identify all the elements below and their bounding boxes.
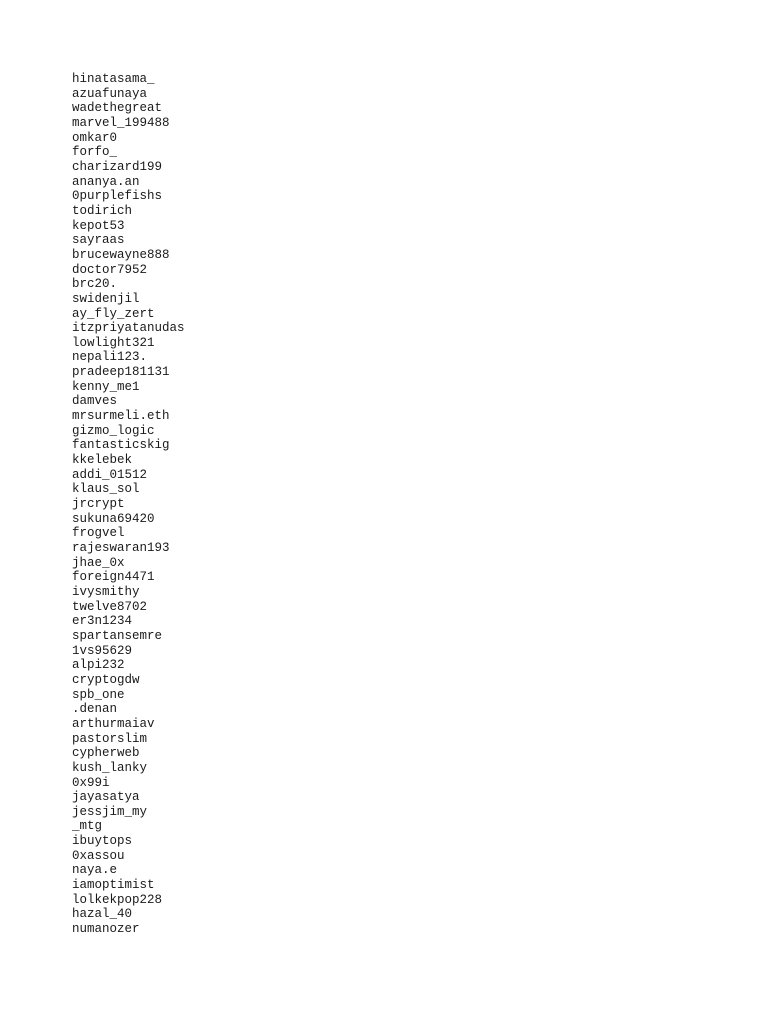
username-line: iamoptimist — [72, 878, 155, 893]
username-line: ananya.an — [72, 174, 140, 189]
username-line: azuafunaya — [72, 86, 148, 101]
username-line: frogvel — [72, 526, 125, 541]
username-line: jrcrypt — [72, 497, 125, 512]
username-line: spartansemre — [72, 628, 163, 643]
username-line: lolkekpop228 — [72, 892, 163, 907]
username-line: alpi232 — [72, 658, 125, 673]
username-line: 0purplefishs — [72, 189, 163, 204]
username-line: foreign4471 — [72, 570, 155, 585]
username-line: ivysmithy — [72, 584, 140, 599]
username-line: 0x99i — [72, 775, 110, 790]
username-line: nepali123. — [72, 350, 148, 365]
username-line: twelve8702 — [72, 599, 148, 614]
username-line: cryptogdw — [72, 672, 140, 687]
username-line: ay_fly_zert — [72, 306, 155, 321]
username-line: forfo_ — [72, 145, 118, 160]
username-line: wadethegreat — [72, 101, 163, 116]
username-line: sukuna69420 — [72, 511, 155, 526]
username-line: hinatasama_ — [72, 72, 155, 86]
username-line: marvel_199488 — [72, 115, 170, 130]
username-line: damves — [72, 394, 118, 409]
username-line: lowlight321 — [72, 335, 155, 350]
username-line: klaus_sol — [72, 482, 140, 497]
username-line: doctor7952 — [72, 262, 148, 277]
username-line: addi_01512 — [72, 467, 148, 482]
username-line: jessjim_my — [72, 804, 148, 819]
username-line: numanozer — [72, 922, 140, 937]
username-line: itzpriyatanudas — [72, 321, 185, 336]
username-line: cypherweb — [72, 746, 140, 761]
username-list — [72, 72, 185, 937]
username-line: er3n1234 — [72, 614, 133, 629]
username-line: jhae_0x — [72, 555, 125, 570]
username-line: gizmo_logic — [72, 423, 155, 438]
username-line: swidenjil — [72, 291, 140, 306]
username-line: spb_one — [72, 687, 125, 702]
username-line: omkar0 — [72, 130, 118, 145]
username-line: mrsurmeli.eth — [72, 409, 170, 424]
username-line: todirich — [72, 203, 133, 218]
username-line: arthurmaiav — [72, 716, 155, 731]
username-line: sayraas — [72, 233, 125, 248]
username-line: .denan — [72, 702, 118, 717]
username-line: kenny_me1 — [72, 379, 140, 394]
username-line: 0xassou — [72, 848, 125, 863]
username-line: rajeswaran193 — [72, 541, 170, 555]
username-line: fantasticskig — [72, 438, 170, 453]
username-line: 1vs95629 — [72, 643, 133, 658]
username-line: naya.e — [72, 863, 118, 878]
username-line: kush_lanky — [72, 760, 148, 775]
username-line: charizard199 — [72, 159, 163, 174]
username-line: _mtg — [72, 819, 103, 834]
username-line: pradeep181131 — [72, 365, 170, 380]
username-line: ibuytops — [72, 834, 133, 849]
username-line: kkelebek — [72, 453, 133, 468]
username-line: hazal_40 — [72, 907, 133, 922]
username-line: kepot53 — [72, 218, 125, 233]
username-line: brc20. — [72, 277, 118, 292]
username-line: brucewayne888 — [72, 247, 170, 262]
username-line: jayasatya — [72, 790, 140, 805]
username-line: pastorslim — [72, 731, 148, 746]
